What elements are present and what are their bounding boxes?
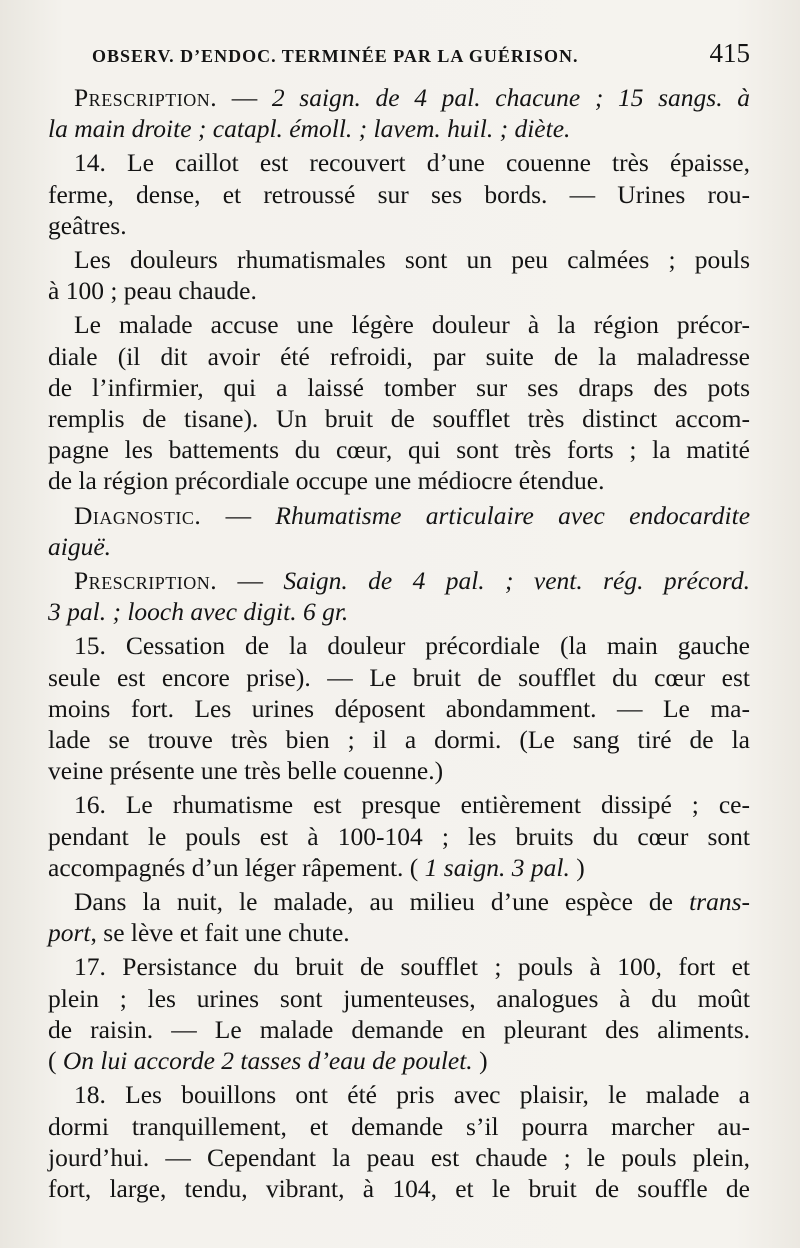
precordial-paragraph: Le malade accuse une légère douleur à la région précor- diale (il dit avoir été refroidi, par suite de la maladresse de l’infirmier, qui a laissé tomber sur ses draps des pots remplis de tisane). Un bruit de soufflet très distinct accom- pagne les battements du cœur, qui sont très forts ; la matité de la région précordiale occupe une médiocre étendue.	[48, 310, 750, 496]
day-17-paragraph: 17. Persistance du bruit de soufflet ; pouls à 100, fort et plein ; les urines sont jumenteuses, analogues à du moût de raisin. — Le malade demande en pleurant des aliments. ( On lui accorde 2 tasses d’eau de poulet. )	[48, 952, 750, 1076]
prescription-label: Prescription.	[74, 83, 218, 112]
page-body	[48, 82, 750, 1204]
day-18-paragraph: 18. Les bouillons ont été pris avec plaisir, le malade a dormi tranquillement, et demande s’il pourra marcher au- jourd’hui. — Cependant la peau est chaude ; le pouls plein, fort, large, tendu, vibrant, à 104, et le bruit de souffle de	[48, 1080, 750, 1203]
day-16-paragraph: 16. Le rhumatisme est presque entièrement dissipé ; ce- pendant le pouls est à 100-104 ; les bruits du cœur sont accompagnés d’un léger râpement. ( 1 saign. 3 pal. )	[48, 790, 750, 882]
day-15-paragraph: 15. Cessation de la douleur précordiale (la main gauche seule est encore prise). — Le bruit de soufflet du cœur est moins fort. Les urines déposent abondamment. — Le ma- lade se trouve très bien ; il a dormi. (Le sang tiré de la veine présente une très belle couenne.)	[48, 631, 750, 786]
page-number: 415	[709, 38, 750, 68]
prescription-text: 2 saign. de 4 pal. chacune ; 15 sangs. à	[271, 83, 750, 112]
running-head: OBSERV. D’ENDOC. TERMINÉE PAR LA GUÉRISON.	[92, 46, 579, 66]
prescription-paragraph-2: Prescription. — Saign. de 4 pal. ; vent. rég. précord. 3 pal. ; looch avec digit. 6 gr.	[48, 566, 751, 627]
page-header	[92, 38, 750, 74]
day-14-paragraph: 14. Le caillot est recouvert d’une couenne très épaisse, ferme, dense, et retroussé sur ses bords. — Urines rou- geâtres.	[48, 148, 750, 240]
prescription-paragraph-1: Prescription. — 2 saign. de 4 pal. chacune ; 15 sangs. à la main droite ; catapl. émoll. ; lavem. huil. ; diète.	[48, 83, 750, 144]
prescription-label: Prescription.	[74, 566, 218, 596]
pain-paragraph: Les douleurs rhumatismales sont un peu calmées ; pouls à 100 ; peau chaude.	[48, 245, 750, 306]
night-paragraph: Dans la nuit, le malade, au milieu d’une espèce de trans- port, se lève et fait une chute.	[48, 887, 750, 948]
diagnostic-label: Diagnostic.	[74, 500, 202, 530]
diagnostic-paragraph: Diagnostic. — Rhumatisme articulaire avec endocardite aiguë.	[48, 500, 751, 561]
